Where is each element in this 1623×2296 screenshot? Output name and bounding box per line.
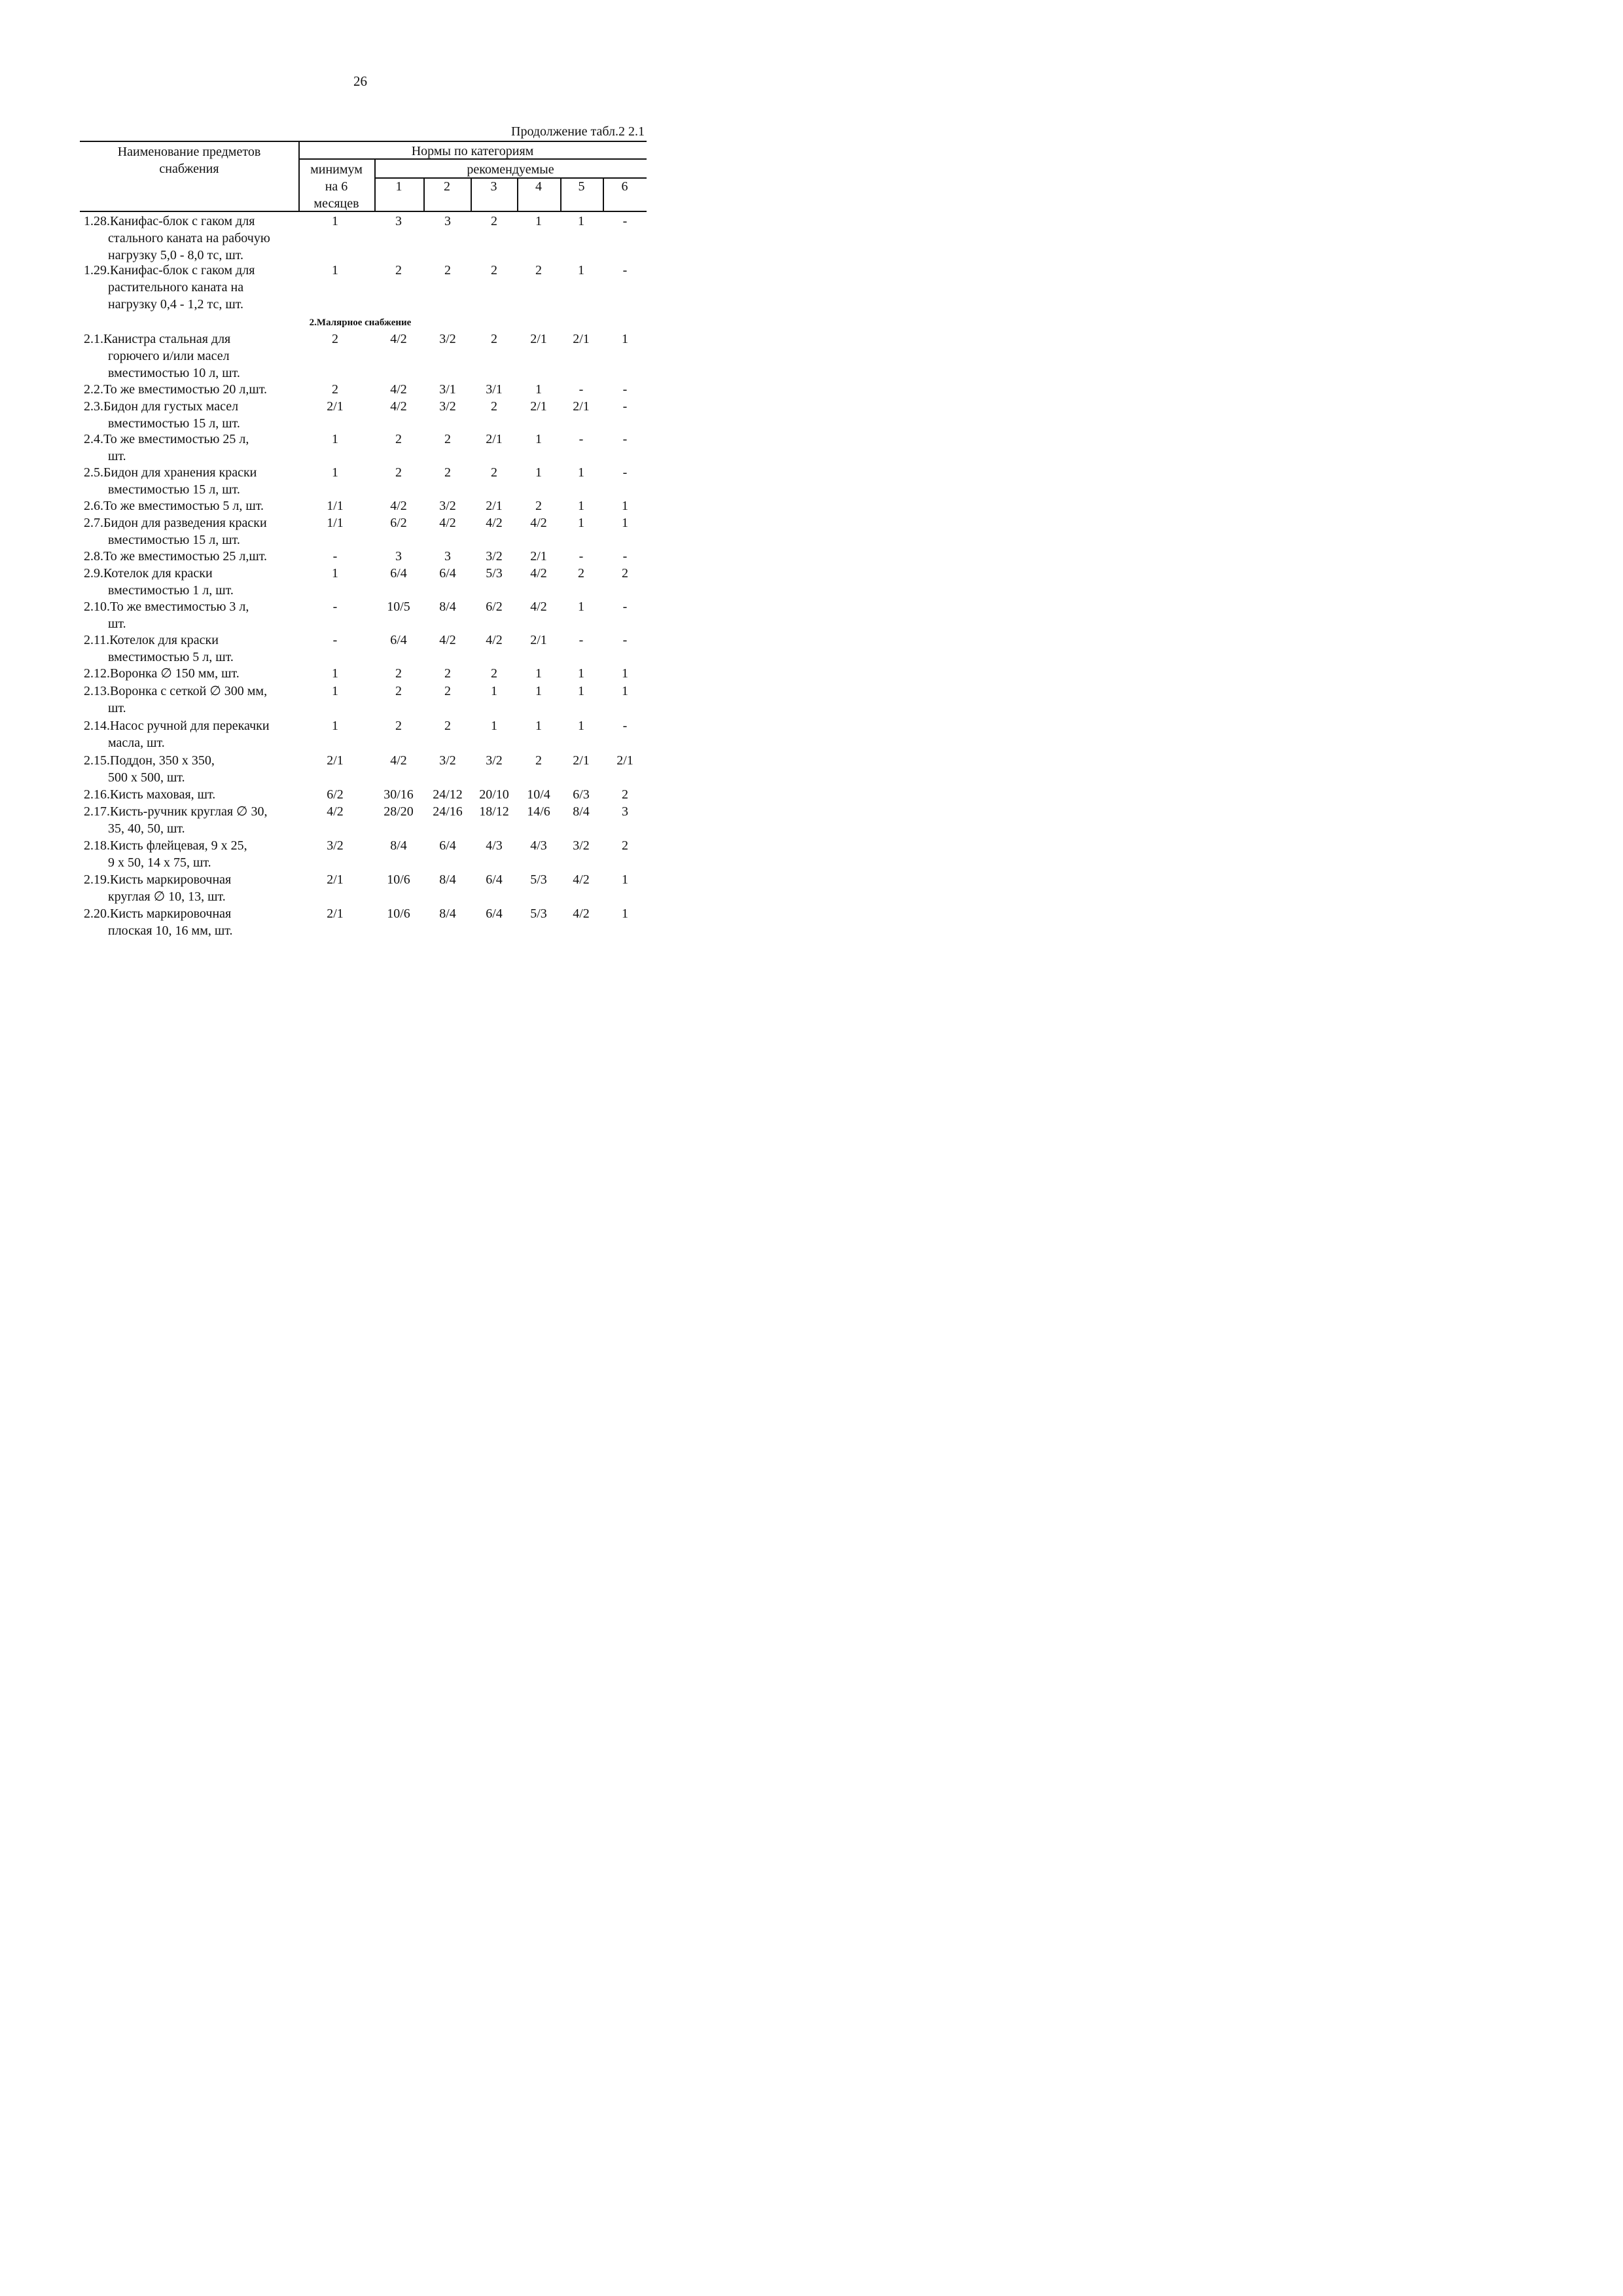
item-name: [84, 431, 300, 465]
item-name: [84, 717, 300, 751]
value-category-6: -: [622, 633, 628, 647]
item-name-line: 2.13.Воронка с сеткой ∅ 300 мм,: [84, 684, 268, 698]
item-name-line: 2.20.Кисть маркировочная: [84, 906, 232, 921]
value-minimum: 1: [332, 263, 338, 278]
value-category-2: 2: [444, 432, 451, 446]
value-minimum: 1: [332, 666, 338, 681]
value-category-5: -: [579, 432, 584, 446]
item-name-line: плоская 10, 16 мм, шт.: [108, 924, 233, 938]
value-category-3: 5/3: [486, 566, 503, 581]
table-row: [0, 514, 721, 548]
item-name: [84, 497, 300, 514]
value-category-2: 8/4: [439, 872, 456, 887]
item-name: [84, 871, 300, 905]
value-category-6: 1: [622, 332, 628, 346]
value-category-4: 2: [535, 263, 542, 278]
table-row: [0, 331, 721, 382]
value-category-1: 3: [395, 214, 402, 228]
value-category-5: 1: [578, 600, 584, 614]
section-title: 2.Малярное снабжение: [309, 317, 412, 328]
item-name-line: 2.18.Кисть флейцевая, 9 x 25,: [84, 838, 247, 853]
value-minimum: 1: [332, 465, 338, 480]
value-category-3: 2: [491, 465, 497, 480]
value-category-6: 2: [622, 838, 628, 853]
value-category-6: -: [622, 600, 628, 614]
value-category-5: 1: [578, 499, 584, 513]
value-category-6: 1: [622, 499, 628, 513]
item-name-line: вместимостью 5 л, шт.: [108, 650, 234, 664]
item-name-line: 2.14.Насос ручной для перекачки: [84, 719, 270, 733]
value-category-2: 6/4: [439, 838, 456, 853]
item-name-line: 1.29.Канифас-блок с гаком для: [84, 263, 255, 278]
table-row: [0, 497, 721, 514]
value-category-4: 4/3: [530, 838, 547, 853]
value-category-6: -: [622, 382, 628, 397]
value-minimum: 2/1: [327, 872, 344, 887]
value-category-4: 2/1: [530, 633, 547, 647]
value-category-1: 2: [395, 263, 402, 278]
item-name-line: 2.11.Котелок для краски: [84, 633, 219, 647]
value-category-5: 6/3: [573, 787, 590, 802]
value-category-2: 24/16: [433, 804, 463, 819]
value-category-3: 20/10: [479, 787, 509, 802]
value-minimum: 1/1: [327, 499, 344, 513]
value-category-3: 3/2: [486, 549, 503, 564]
value-category-4: 4/2: [530, 566, 547, 581]
item-name-line: 2.8.То же вместимостью 25 л,шт.: [84, 549, 268, 564]
item-name-line: 2.17.Кисть-ручник круглая ∅ 30,: [84, 804, 268, 819]
value-category-3: 2: [491, 332, 497, 346]
header-category-1: 1: [395, 179, 402, 194]
value-category-2: 3/2: [439, 753, 456, 768]
table-row: [0, 598, 721, 632]
value-category-4: 1: [535, 719, 542, 733]
table-row: [0, 565, 721, 599]
value-category-4: 4/2: [530, 600, 547, 614]
value-category-3: 6/2: [486, 600, 503, 614]
value-category-4: 4/2: [530, 516, 547, 530]
header-category-5: 5: [578, 179, 585, 194]
value-category-2: 3: [444, 214, 451, 228]
value-category-3: 2: [491, 263, 497, 278]
value-category-1: 4/2: [390, 382, 407, 397]
value-category-2: 4/2: [439, 516, 456, 530]
header-name-line-2: снабжения: [159, 162, 219, 176]
table-row: [0, 431, 721, 465]
header-category-3: 3: [490, 179, 497, 194]
value-category-1: 4/2: [390, 332, 407, 346]
value-category-5: 3/2: [573, 838, 590, 853]
value-category-2: 3: [444, 549, 451, 564]
value-category-2: 24/12: [433, 787, 463, 802]
value-category-2: 3/2: [439, 399, 456, 414]
header-category-2: 2: [444, 179, 450, 194]
value-category-3: 1: [491, 684, 497, 698]
value-category-1: 3: [395, 549, 402, 564]
item-name-line: 2.2.То же вместимостью 20 л,шт.: [84, 382, 268, 397]
value-category-5: -: [579, 549, 584, 564]
value-category-6: -: [622, 719, 628, 733]
value-category-1: 2: [395, 432, 402, 446]
header-name-line-1: Наименование предметов: [117, 145, 261, 159]
table-row: [0, 398, 721, 432]
value-category-2: 2: [444, 719, 451, 733]
item-name-line: вместимостью 1 л, шт.: [108, 583, 234, 598]
value-category-6: 1: [622, 684, 628, 698]
table-row: [0, 837, 721, 871]
table-row: [0, 381, 721, 398]
value-category-6: 1: [622, 666, 628, 681]
value-category-5: 4/2: [573, 906, 590, 921]
item-name: [84, 837, 300, 871]
item-name-line: 35, 40, 50, шт.: [108, 821, 185, 836]
value-category-4: 14/6: [527, 804, 550, 819]
item-name: [84, 598, 300, 632]
item-name-line: вместимостью 15 л, шт.: [108, 482, 240, 497]
value-category-3: 1: [491, 719, 497, 733]
table-row: [0, 803, 721, 837]
header-norms: Нормы по категориям: [411, 144, 534, 158]
value-category-6: -: [622, 399, 628, 414]
item-name-line: 2.5.Бидон для хранения краски: [84, 465, 257, 480]
value-category-4: 1: [535, 684, 542, 698]
value-category-3: 2: [491, 214, 497, 228]
item-name: [84, 398, 300, 432]
value-category-1: 28/20: [383, 804, 414, 819]
header-minimum-line-1: минимум: [310, 162, 363, 177]
item-name-line: 2.15.Поддон, 350 x 350,: [84, 753, 215, 768]
item-name-line: 500 x 500, шт.: [108, 770, 185, 785]
value-category-6: -: [622, 263, 628, 278]
value-category-6: 3: [622, 804, 628, 819]
table-row: [0, 213, 721, 264]
value-category-3: 4/2: [486, 516, 503, 530]
value-category-5: 4/2: [573, 872, 590, 887]
value-category-6: -: [622, 549, 628, 564]
header-minimum-line-3: месяцев: [313, 196, 359, 211]
item-name-line: растительного каната на: [108, 280, 244, 295]
item-name-line: 2.4.То же вместимостью 25 л,: [84, 432, 249, 446]
value-minimum: 3/2: [327, 838, 344, 853]
value-minimum: -: [332, 549, 338, 564]
table-row: [0, 717, 721, 751]
value-category-4: 1: [535, 432, 542, 446]
item-name-line: вместимостью 15 л, шт.: [108, 533, 240, 547]
value-category-6: -: [622, 432, 628, 446]
table-row: [0, 665, 721, 682]
value-category-3: 2/1: [486, 499, 503, 513]
item-name: [84, 632, 300, 666]
table-caption: Продолжение табл.2 2.1: [511, 124, 645, 139]
header-top-rule: [80, 141, 647, 142]
value-category-2: 6/4: [439, 566, 456, 581]
value-category-5: 1: [578, 516, 584, 530]
item-name: [84, 665, 300, 682]
value-minimum: -: [332, 600, 338, 614]
header-minimum-line-2: на 6: [325, 179, 348, 194]
value-category-5: -: [579, 382, 584, 397]
item-name: [84, 262, 300, 313]
value-category-1: 10/6: [387, 906, 410, 921]
item-name-line: стального каната на рабочую: [108, 231, 270, 245]
value-category-1: 2: [395, 684, 402, 698]
value-category-4: 2/1: [530, 549, 547, 564]
value-category-1: 30/16: [383, 787, 414, 802]
item-name-line: шт.: [108, 701, 126, 715]
value-category-6: 1: [622, 516, 628, 530]
value-category-2: 2: [444, 465, 451, 480]
item-name-line: 2.16.Кисть маховая, шт.: [84, 787, 216, 802]
value-category-2: 2: [444, 684, 451, 698]
table-row: [0, 786, 721, 803]
value-category-5: 1: [578, 666, 584, 681]
value-category-2: 3/2: [439, 332, 456, 346]
value-category-1: 2: [395, 719, 402, 733]
value-category-3: 3/2: [486, 753, 503, 768]
value-minimum: 1/1: [327, 516, 344, 530]
item-name: [84, 331, 300, 382]
value-category-3: 3/1: [486, 382, 503, 397]
item-name: [84, 514, 300, 548]
value-minimum: 2/1: [327, 753, 344, 768]
value-minimum: 2: [332, 332, 338, 346]
item-name-line: вместимостью 10 л, шт.: [108, 366, 240, 380]
item-name: [84, 803, 300, 837]
item-name-line: шт.: [108, 617, 126, 631]
value-category-5: 1: [578, 263, 584, 278]
value-category-1: 10/6: [387, 872, 410, 887]
table-row: [0, 632, 721, 666]
item-name: [84, 905, 300, 939]
item-name-line: масла, шт.: [108, 736, 165, 750]
value-category-1: 6/4: [390, 566, 407, 581]
item-name-line: горючего и/или масел: [108, 349, 230, 363]
value-category-1: 2: [395, 666, 402, 681]
table-row: [0, 683, 721, 717]
value-category-4: 2/1: [530, 399, 547, 414]
table-row: [0, 905, 721, 939]
value-category-1: 4/2: [390, 399, 407, 414]
item-name: [84, 565, 300, 599]
value-category-4: 5/3: [530, 872, 547, 887]
item-name-line: 2.7.Бидон для разведения краски: [84, 516, 267, 530]
value-category-3: 2/1: [486, 432, 503, 446]
value-category-3: 6/4: [486, 906, 503, 921]
value-category-6: 2: [622, 787, 628, 802]
item-name: [84, 464, 300, 498]
value-category-1: 8/4: [390, 838, 407, 853]
value-category-5: 1: [578, 719, 584, 733]
header-recommended: рекомендуемые: [467, 162, 554, 177]
value-minimum: 1: [332, 684, 338, 698]
table-row: [0, 871, 721, 905]
item-name-line: 2.1.Канистра стальная для: [84, 332, 231, 346]
item-name-line: нагрузку 0,4 - 1,2 тс, шт.: [108, 297, 244, 312]
value-category-2: 8/4: [439, 906, 456, 921]
value-category-4: 1: [535, 214, 542, 228]
value-category-1: 4/2: [390, 753, 407, 768]
value-category-5: 1: [578, 214, 584, 228]
value-category-2: 2: [444, 263, 451, 278]
value-category-1: 10/5: [387, 600, 410, 614]
header-category-6: 6: [621, 179, 628, 194]
item-name-line: шт.: [108, 449, 126, 463]
item-name: [84, 381, 300, 398]
value-minimum: -: [332, 633, 338, 647]
value-category-1: 6/2: [390, 516, 407, 530]
value-minimum: 1: [332, 214, 338, 228]
value-category-2: 2: [444, 666, 451, 681]
value-category-1: 6/4: [390, 633, 407, 647]
value-category-5: 1: [578, 684, 584, 698]
value-category-2: 3/2: [439, 499, 456, 513]
value-category-3: 2: [491, 399, 497, 414]
item-name-line: 2.12.Воронка ∅ 150 мм, шт.: [84, 666, 240, 681]
table-row: [0, 548, 721, 565]
value-category-4: 2: [535, 753, 542, 768]
value-minimum: 4/2: [327, 804, 344, 819]
value-category-3: 18/12: [479, 804, 509, 819]
value-category-3: 6/4: [486, 872, 503, 887]
value-category-3: 4/3: [486, 838, 503, 853]
value-category-1: 2: [395, 465, 402, 480]
value-category-5: 2/1: [573, 753, 590, 768]
item-name: [84, 752, 300, 786]
item-name-line: круглая ∅ 10, 13, шт.: [108, 889, 226, 904]
value-minimum: 1: [332, 566, 338, 581]
value-category-5: 2/1: [573, 332, 590, 346]
value-category-4: 10/4: [527, 787, 550, 802]
value-minimum: 2/1: [327, 399, 344, 414]
value-category-3: 2: [491, 666, 497, 681]
item-name: [84, 786, 300, 803]
table-row: [0, 752, 721, 786]
page-number: 26: [353, 73, 367, 89]
value-category-4: 2/1: [530, 332, 547, 346]
item-name: [84, 213, 300, 264]
value-category-5: 1: [578, 465, 584, 480]
header-category-4: 4: [535, 179, 542, 194]
item-name-line: вместимостью 15 л, шт.: [108, 416, 240, 431]
item-name-line: 2.6.То же вместимостью 5 л, шт.: [84, 499, 264, 513]
value-category-3: 4/2: [486, 633, 503, 647]
item-name: [84, 683, 300, 717]
item-name-line: 2.3.Бидон для густых масел: [84, 399, 239, 414]
table-row: [0, 262, 721, 313]
item-name-line: 2.19.Кисть маркировочная: [84, 872, 232, 887]
value-category-6: 1: [622, 906, 628, 921]
value-category-5: -: [579, 633, 584, 647]
value-category-4: 1: [535, 666, 542, 681]
value-category-6: -: [622, 465, 628, 480]
value-category-1: 4/2: [390, 499, 407, 513]
item-name-line: 2.10.То же вместимостью 3 л,: [84, 600, 249, 614]
item-name-line: 9 x 50, 14 x 75, шт.: [108, 855, 211, 870]
item-name-line: 1.28.Канифас-блок с гаком для: [84, 214, 255, 228]
value-minimum: 2/1: [327, 906, 344, 921]
value-category-2: 4/2: [439, 633, 456, 647]
value-minimum: 6/2: [327, 787, 344, 802]
value-minimum: 2: [332, 382, 338, 397]
item-name: [84, 548, 300, 565]
value-category-4: 5/3: [530, 906, 547, 921]
value-category-5: 2: [578, 566, 584, 581]
table-row: [0, 464, 721, 498]
item-name-line: нагрузку 5,0 - 8,0 тс, шт.: [108, 248, 244, 262]
value-category-4: 2: [535, 499, 542, 513]
value-category-6: 2: [622, 566, 628, 581]
value-category-6: 1: [622, 872, 628, 887]
value-category-6: -: [622, 214, 628, 228]
value-minimum: 1: [332, 719, 338, 733]
value-category-2: 3/1: [439, 382, 456, 397]
value-category-4: 1: [535, 465, 542, 480]
value-category-4: 1: [535, 382, 542, 397]
value-category-6: 2/1: [616, 753, 633, 768]
value-category-2: 8/4: [439, 600, 456, 614]
value-minimum: 1: [332, 432, 338, 446]
value-category-5: 2/1: [573, 399, 590, 414]
item-name-line: 2.9.Котелок для краски: [84, 566, 213, 581]
value-category-5: 8/4: [573, 804, 590, 819]
